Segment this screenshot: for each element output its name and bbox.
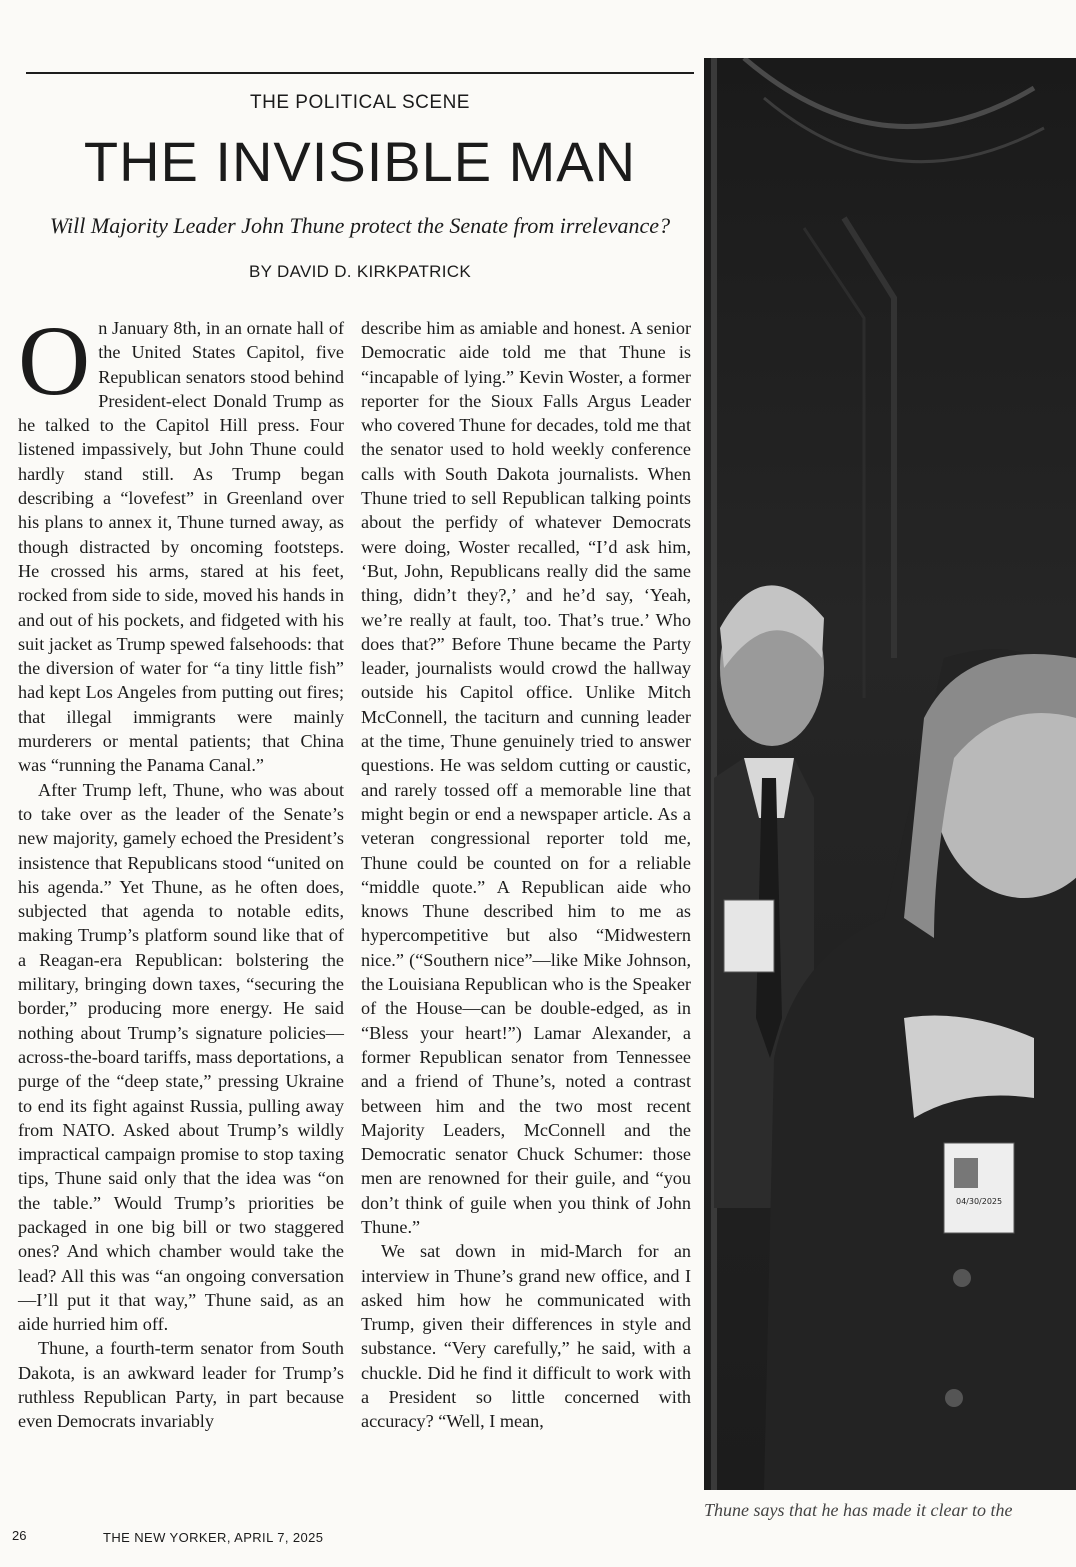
section-rubric: THE POLITICAL SCENE [250,92,470,113]
paragraph: Thune, a fourth-term senator from South Dakota, is an awkward leader for Trump’s ruthless Republican Party, in part because even Democrats invariably [18,1338,344,1432]
paragraph: We sat down in mid-March for an interview in Thune’s grand new office, and I asked him how he communicated with Trump, given their differences in style and substance. “Very carefully,” he said, with a chuckle. Did he find it difficult to work with a President so little concerned with accuracy? “Well, I mean, [361,1241,691,1432]
byline: BY DAVID D. KIRKPATRICK [249,262,471,281]
left-column [18,305,344,1434]
photo-caption: Thune says that he has made it clear to the [704,1500,1013,1520]
publication-line: THE NEW YORKER, APRIL 7, 2025 [103,1530,324,1545]
right-column [361,316,691,1434]
paragraph [18,305,344,778]
page-number: 26 [12,1528,27,1543]
badge-date: 04/30/2025 [956,1197,1003,1206]
paragraph-text: n January 8th, in an ornate hall of the United States Capitol, five Republican senators stood behind President-elect Donald Trump as he talked to the Capitol Hill press. Four listened impassively, but John Thune could hardly stand still. As Trump began describing a “lovefest” in Greenland over his plans to annex it, Thune turned away, as though distracted by oncoming footsteps. He crossed his arms, stared at his feet, rocked from side to side, moved his hands in and out of his pockets, and fidgeted with his suit jacket as Trump spewed falsehoods: that the diversion of water for “a tiny little fish” had kept Los Angeles from putting out fires; that illegal immigrants were mainly murderers or mental patients; that China was “running the Panama Canal.” [18,318,344,776]
headline: THE INVISIBLE MAN [83,130,637,193]
photograph [704,58,1076,1490]
dek: Will Majority Leader John Thune protect the Senate from irrelevance? [49,213,671,238]
paragraph: After Trump left, Thune, who was about to take over as the leader of the Senate’s new majority, gamely echoed the President’s insistence that Republicans stood “united on his agenda.” Yet Thune, as he often does, subjected that agenda to notable edits, making Trump’s platform sound like that of a Reagan-era Republican: bolstering the military, bringing down taxes, “securing the border,” producing more energy. He said nothing about Trump’s signature policies—across-the-board tariffs, mass deportations, a purge of the “deep state,” pressing Ukraine to end its fight against Russia, pulling away from NATO. Asked about Trump’s wildly impractical campaign promise to stop taxing tips, Thune said only that the idea was “on the table.” Would Trump’s priorities be packaged in one big bill or two staggered ones? And which chamber would take the lead? All this was “an ongoing conversation—I’ll put it that way,” Thune said, as an aide hurried him off. [18,779,344,1335]
paragraph: describe him as amiable and honest. A senior Democratic aide told me that Thune is “incapable of lying.” Kevin Woster, a former reporter for the Sioux Falls Argus Leader who covered Thune for decades, told me that the senator used to hold weekly conference calls with South Dakota journalists. When Thune tried to sell Republican talking points about the perfidy of whatever Democrats were doing, Woster recalled, “I’d ask him, ‘But, John, Republicans really did the same thing, didn’t they?,’ and he’d say, ‘Yeah, we’re really at fault, too. That’s true.’ Who does that?” Before Thune became the Party leader, journalists would crowd the hallway outside his Capitol office. Unlike Mitch McConnell, the taciturn and cunning leader at the time, Thune genuinely tried to answer questions. He was seldom cutting or caustic, and rarely tossed off a memorable line that might begin or end a newspaper article. As a veteran congressional reporter told me, Thune could be counted on for a reliable “middle quote.” A Republican aide who knows Thune described him to me as hypercompetitive but also “Midwestern nice.” (“Southern nice”—like Mike Johnson, the Louisiana Republican who is the Speaker of the House—can be double-edged, as in “Bless your heart!”) Lamar Alexander, a former Republican senator from Tennessee and a friend of Thune’s, noted a contrast between him and the two most recent Majority Leaders, McConnell and the Democratic senator Chuck Schumer: those men are renowned for their guile, and “you don’t think of guile when you think of John Thune.” [361,318,691,1237]
top-rule [26,72,694,74]
photo-illustration [704,58,1076,1490]
drop-cap: O [18,305,91,416]
